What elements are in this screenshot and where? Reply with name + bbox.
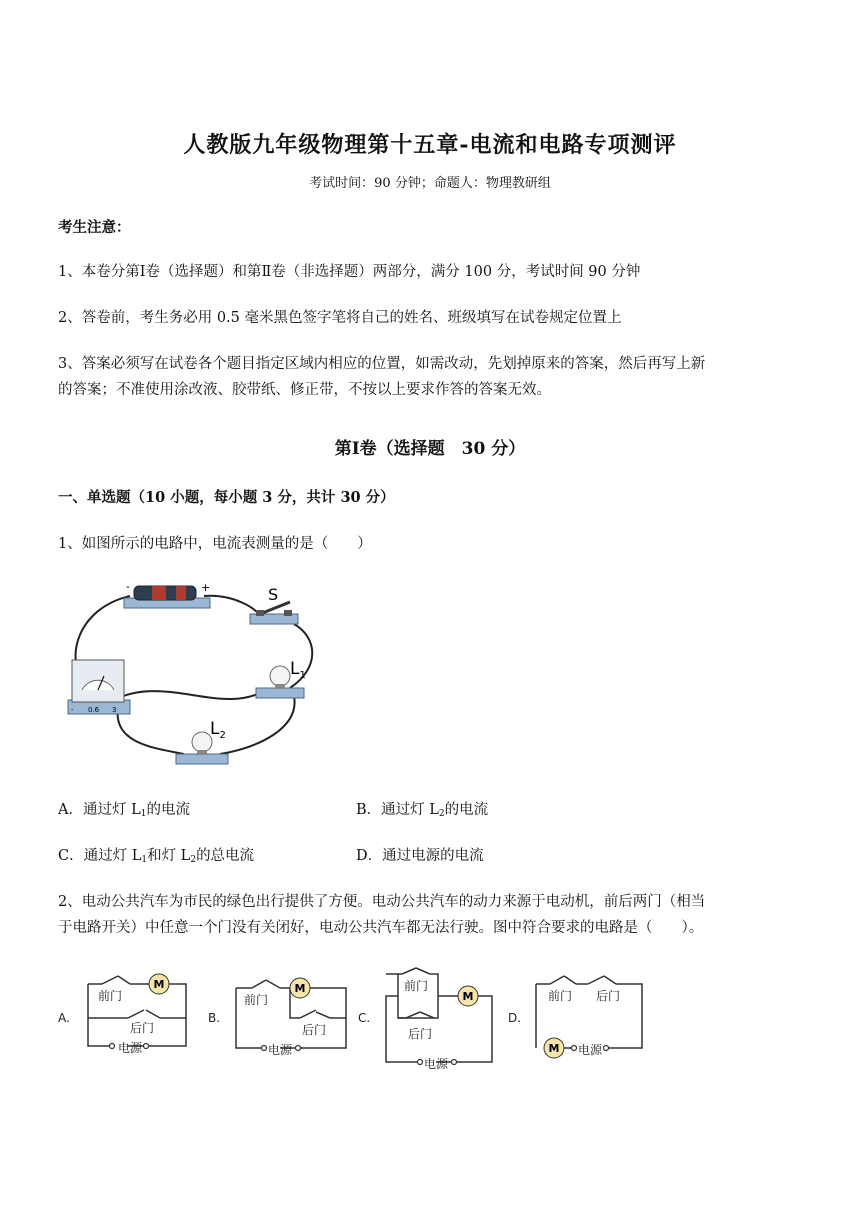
- d-power-label: 电源: [578, 1043, 603, 1057]
- notice-item-2: 2、答卷前，考生务必用 0.5 毫米黑色签字笔将自己的姓名、班级填写在试卷规定位置上: [58, 310, 622, 326]
- ammeter: [68, 660, 130, 714]
- motor-label-d: M: [548, 1042, 560, 1055]
- exam-info: 考试时间：90 分钟；命题人：物理教研组: [309, 176, 551, 191]
- question-1-stem: 1、如图所示的电路中，电流表测量的是（ ）: [58, 536, 372, 552]
- battery: [124, 580, 210, 608]
- wire-l1-l2: [220, 696, 295, 754]
- switch-label: S: [268, 585, 279, 604]
- meter-terminal-0-6: 0.6: [88, 706, 100, 714]
- q1-circuit-figure: [58, 578, 328, 778]
- notice-item-3-cont: 的答案；不准使用涂改液、胶带纸、修正带，不按以上要求作答的答案无效。: [58, 382, 551, 398]
- question-2-stem-line-2: 于电路开关）中任意一个门没有关闭好，电动公共汽车都无法行驶。图中符合要求的电路是（ ）。: [58, 920, 704, 936]
- notice-item-1: 1、本卷分第Ⅰ卷（选择题）和第Ⅱ卷（非选择题）两部分，满分 100 分，考试时间 90 分钟: [58, 264, 641, 280]
- a-front-door-label: 前门: [98, 989, 123, 1003]
- circuit-d: [536, 976, 642, 1048]
- q1-option-b[interactable]: B．通过灯 $L_2$的电流: [356, 802, 489, 819]
- circuit-c: [386, 968, 492, 1062]
- motor-label-b: M: [294, 982, 306, 995]
- d-back-door-label: 后门: [596, 989, 621, 1003]
- switch-s: [250, 585, 298, 624]
- b-front-door-label: 前门: [244, 993, 269, 1007]
- q2-option-a[interactable]: A.: [58, 1011, 70, 1025]
- lamp-l2: [176, 719, 228, 764]
- lamp-l2-label: $L_2$: [210, 719, 226, 741]
- page-title: 人教版九年级物理第十五章-电流和电路专项测评: [183, 132, 677, 158]
- lamp-l1-label: $L_1$: [290, 659, 306, 681]
- q2-option-b[interactable]: B.: [208, 1011, 221, 1025]
- circuit-a: [88, 976, 186, 1046]
- q1-option-c[interactable]: C．通过灯 $L_1$和灯 $L_2$的总电流: [58, 848, 255, 865]
- meter-terminal-3: 3: [112, 706, 117, 714]
- meter-terminal-neg: -: [71, 706, 74, 714]
- q1-option-a[interactable]: A．通过灯 $L_1$的电流: [58, 802, 190, 819]
- notice-heading: 考生注意：: [58, 219, 131, 236]
- a-back-door-label: 后门: [130, 1021, 155, 1035]
- section-subheading: 一、单选题（10 小题，每小题 3 分，共计 30 分）: [58, 489, 395, 506]
- lamp-l1: [256, 659, 306, 698]
- q1-option-d[interactable]: D．通过电源的电流: [356, 848, 484, 864]
- notice-item-3: 3、答案必须写在试卷各个题目指定区域内相应的位置，如需改动，先划掉原来的答案，然后再写上新: [58, 356, 706, 372]
- question-2-stem-line-1: 2、电动公共汽车为市民的绿色出行提供了方便。电动公共汽车的动力来源于电动机，前后两门（相当: [58, 894, 706, 910]
- section-title: 第Ⅰ卷（选择题 30 分）: [334, 439, 526, 459]
- battery-positive-label: +: [201, 581, 211, 594]
- b-power-label: 电源: [268, 1043, 293, 1057]
- a-power-label: 电源: [118, 1041, 143, 1055]
- q2-circuit-options: [58, 966, 658, 1076]
- q2-option-c[interactable]: C.: [358, 1011, 371, 1025]
- c-front-door-label: 前门: [404, 979, 429, 993]
- c-power-label: 电源: [424, 1057, 449, 1071]
- wire-meter-l2: [118, 708, 184, 754]
- d-front-door-label: 前门: [548, 989, 573, 1003]
- b-back-door-label: 后门: [302, 1023, 327, 1037]
- q2-option-d[interactable]: D.: [508, 1011, 522, 1025]
- battery-negative-label: -: [126, 580, 130, 593]
- motor-label-c: M: [462, 990, 474, 1003]
- c-back-door-label: 后门: [408, 1027, 433, 1041]
- motor-label-a: M: [153, 978, 165, 991]
